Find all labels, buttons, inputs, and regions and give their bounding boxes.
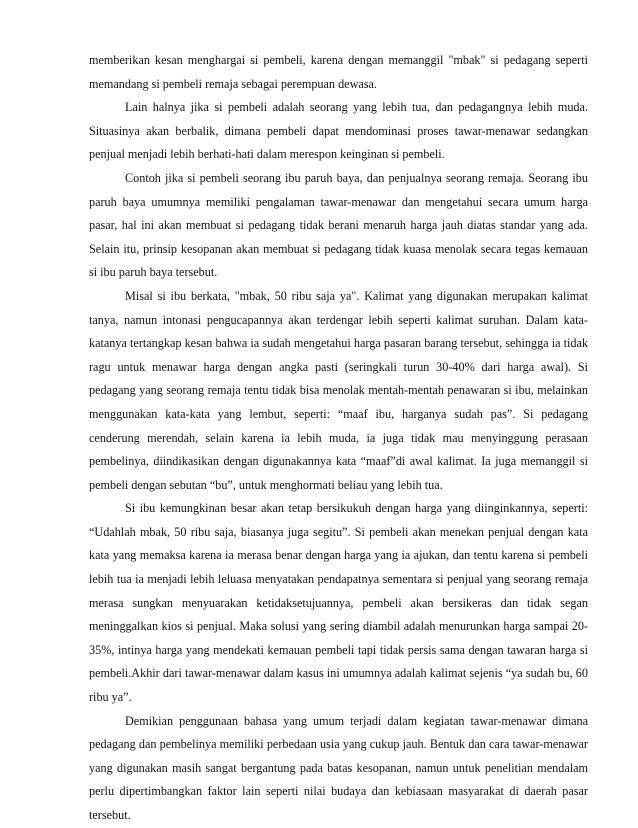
paragraph: Misal si ibu berkata, "mbak, 50 ribu saja ya". Kalimat yang digunakan merupakan kalimat tanya, namun intonasi pengucapannya akan terdengar lebih seperti kalimat suruhan. Dalam kata-katanya tertangkap kesan bahwa ia sudah mengetahui harga pasaran barang tersebut, sehingga ia tidak ragu untuk menawar harga dengan angka pasti (seringkali turun 30-40% dari harga awal). Si pedagang yang seorang remaja tentu tidak bisa menolak mentah-mentah penawaran si ibu, melainkan menggunakan kata-kata yang lembut, seperti: “maaf ibu, harganya sudah pas”. Si pedagang cenderung merendah, selain karena ia lebih muda, ia juga tidak mau menyinggung perasaan pembelinya, diindikasikan dengan digunakannya kata “maaf”di awal kalimat. Ia juga memanggil si pembeli dengan sebutan “bu”, untuk menghormati beliau yang lebih tua.: [89, 288, 588, 492]
paragraph: Demikian penggunaan bahasa yang umum terjadi dalam kegiatan tawar-menawar dimana pedagang dan pembelinya memiliki perbedaan usia yang cukup jauh. Bentuk dan cara tawar-menawar yang digunakan masih sangat bergantung pada batas kesopanan, namun untuk penelitian mendalam perlu dipertimbangkan faktor lain seperti nilai budaya dan kebiasaan masyarakat di daerah pasar tersebut.: [89, 713, 588, 822]
paragraph: Lain halnya jika si pembeli adalah seorang yang lebih tua, dan pedagangnya lebih muda. Situasinya akan berbalik, dimana pembeli dapat mendominasi proses tawar-menawar sedangkan penjual menjadi lebih berhati-hati dalam merespon keinginan si pembeli.: [89, 100, 588, 162]
paragraph-continuation: memberikan kesan menghargai si pembeli, karena dengan memanggil "mbak" si pedagang seperti memandang si pembeli remaja sebagai perempuan dewasa.: [89, 53, 588, 91]
paragraph: Si ibu kemungkinan besar akan tetap bersikukuh dengan harga yang diinginkannya, seperti: “Udahlah mbak, 50 ribu saja, biasanya juga segitu”. Si pembeli akan menekan penjual dengan kata kata yang memaksa karena ia merasa benar dengan harga yang ia ajukan, dan tentu karena si pembeli lebih tua ia menjadi lebih leluasa menyatakan pendapatnya sementara si penjual yang seorang remaja merasa sungkan menyuarakan ketidaksetujuannya, pembeli akan bersikeras dan tidak segan meninggalkan kios si penjual. Maka solusi yang sering diambil adalah menurunkan harga sampai 20-35%, intinya harga yang mendekati kemauan pembeli tapi tidak persis sama dengan tawaran harga si pembeli.Akhir dari tawar-menawar dalam kasus ini umumnya adalah kalimat sejenis “ya sudah bu, 60 ribu ya”.: [89, 501, 588, 705]
document-body: [89, 49, 588, 828]
paragraph: Contoh jika si pembeli seorang ibu paruh baya, dan penjualnya seorang remaja. Seorang ibu paruh baya umumnya memiliki pengalaman tawar-menawar dan mengetahui secara umum harga pasar, hal ini akan membuat si pedagang tidak berani menaruh harga jauh diatas standar yang ada. Selain itu, prinsip kesopanan akan membuat si pedagang tidak kuasa menolak secara tegas kemauan si ibu paruh baya tersebut.: [89, 170, 588, 280]
